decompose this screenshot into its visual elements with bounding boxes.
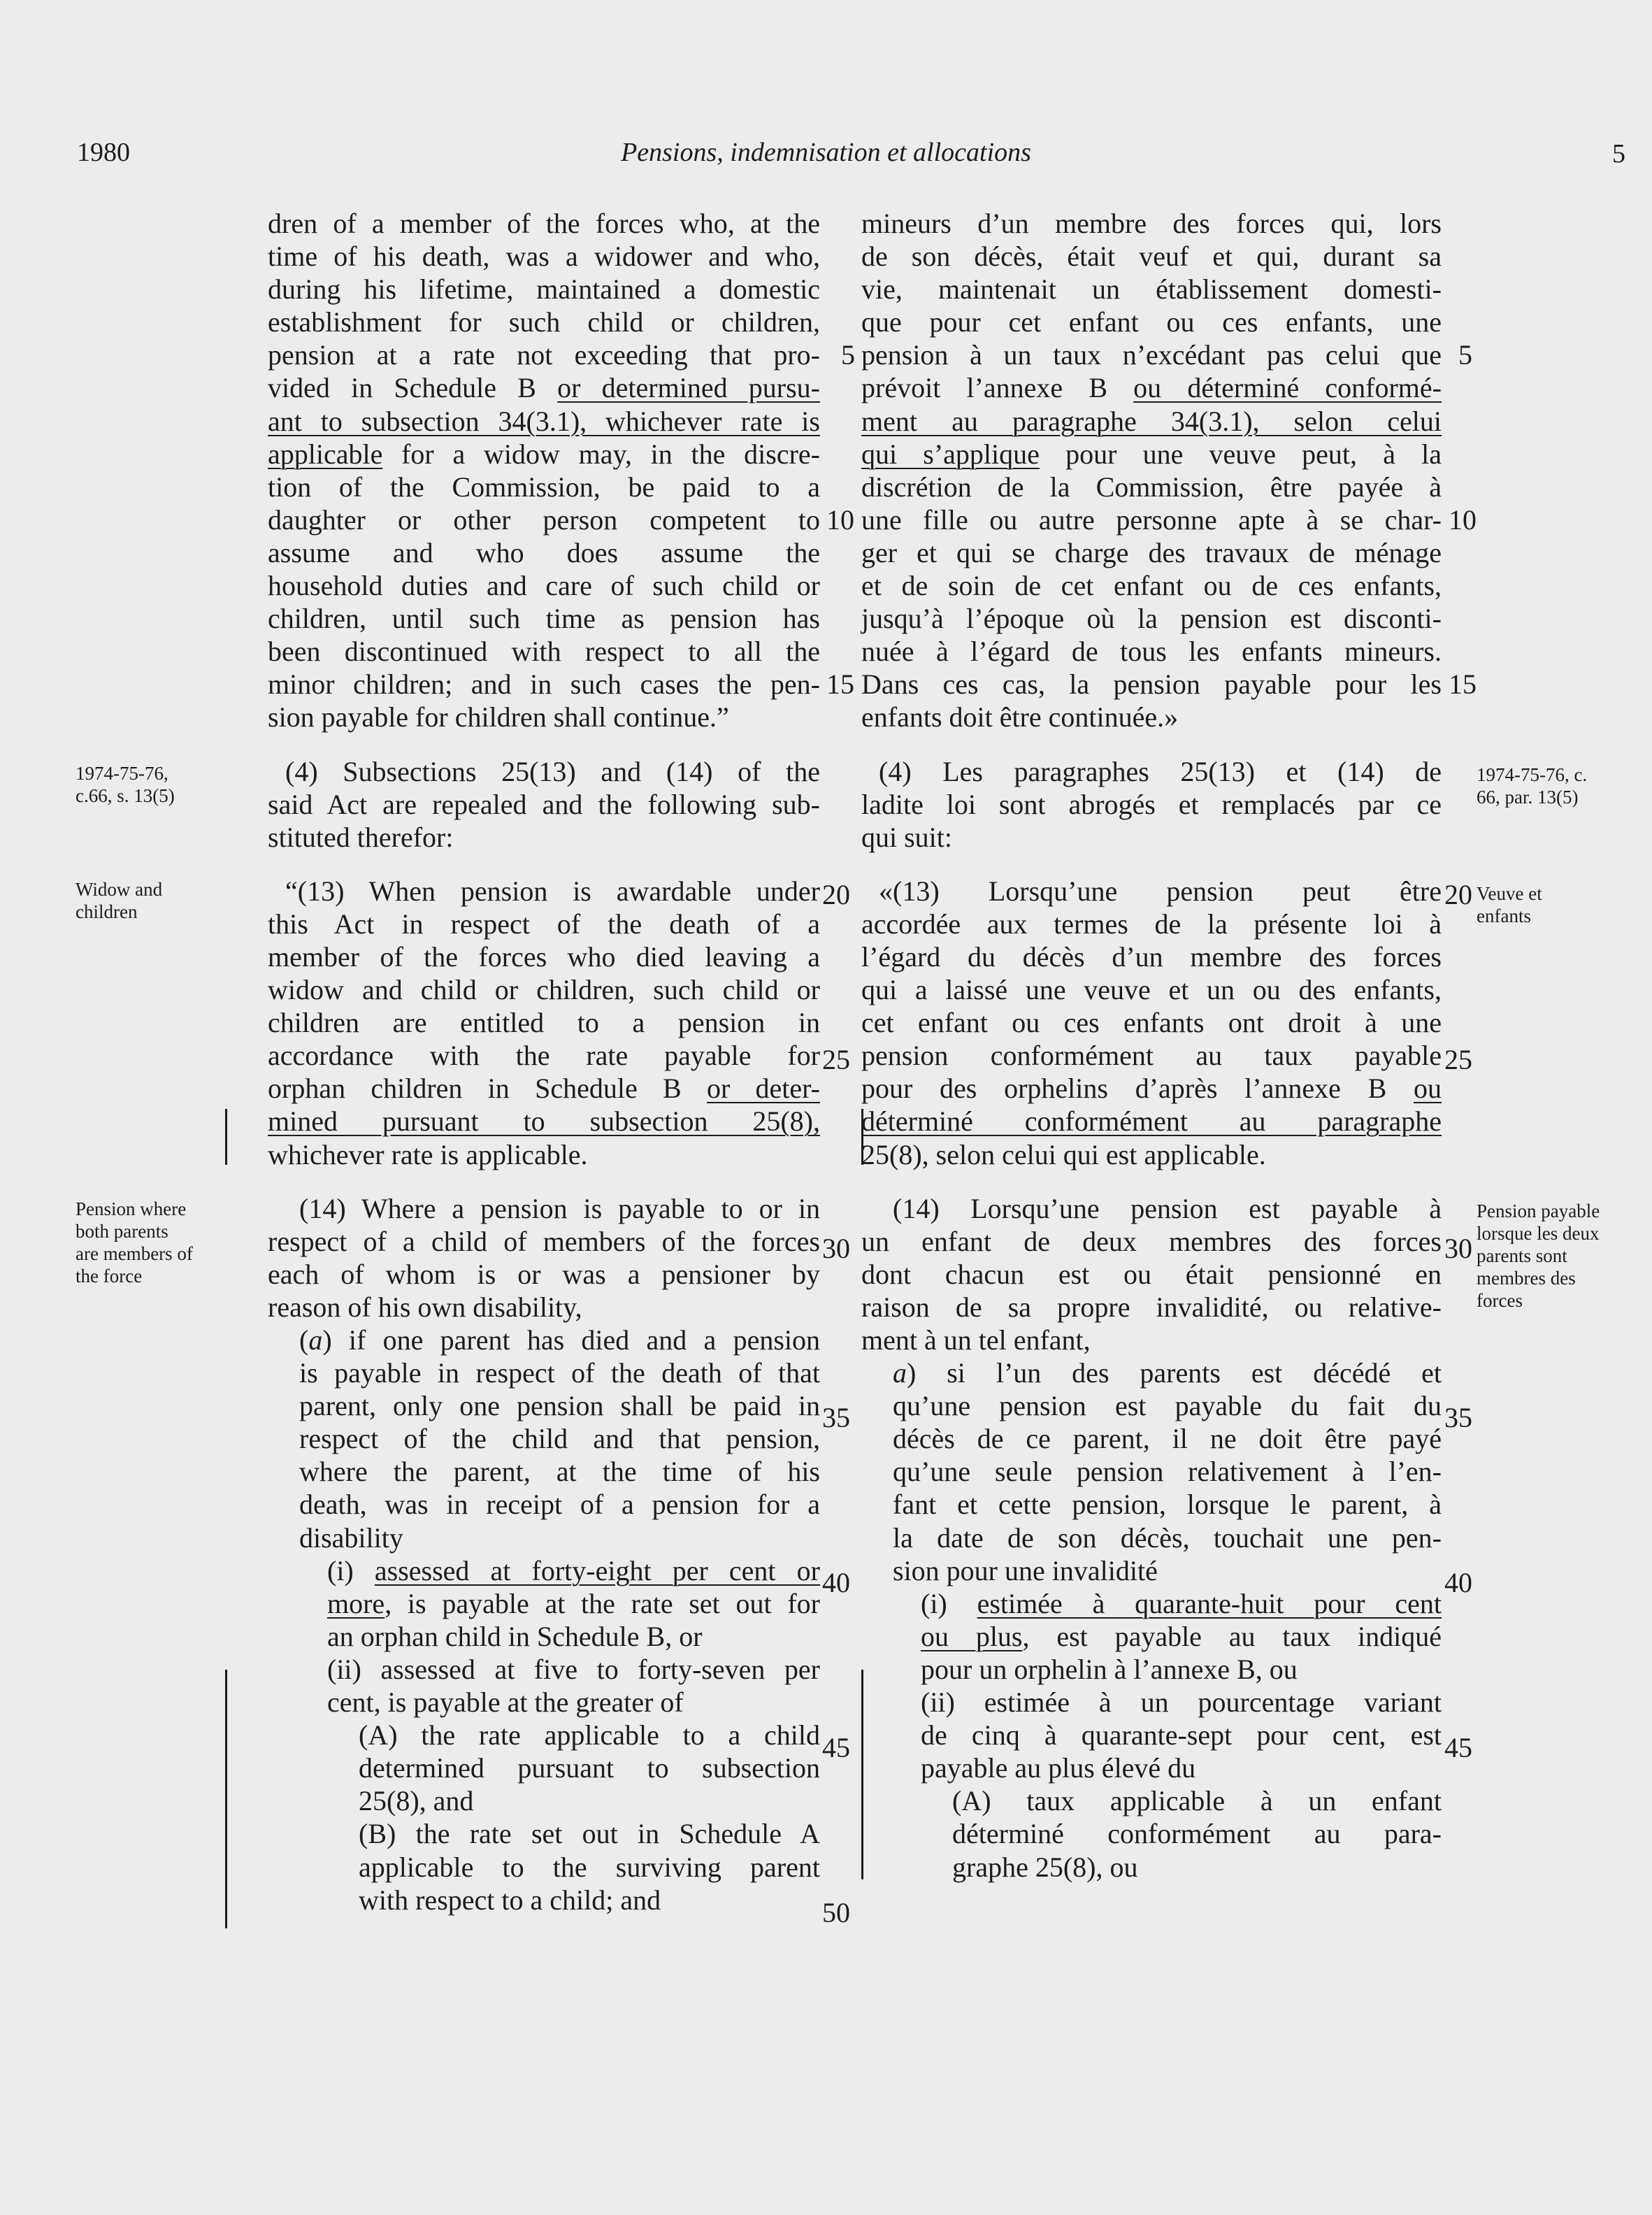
text-span: (i) xyxy=(921,1587,977,1619)
amended-text: ou déterminé conformé- xyxy=(1133,372,1442,404)
text-line: une fille ou autre personne apte à se char- xyxy=(861,503,1442,536)
text-line: with respect to a child; and xyxy=(359,1884,661,1916)
line-number-40-en: 40 xyxy=(822,1567,850,1598)
text-line xyxy=(268,1554,820,1587)
text-line: respect of a child of members of the forces xyxy=(268,1225,820,1257)
text-line: (14) Where a pension is payable to or in xyxy=(299,1192,820,1224)
amended-text: applicable xyxy=(268,438,383,470)
line-number-35-en: 35 xyxy=(822,1402,850,1433)
text-line: children, until such time as pension has xyxy=(268,603,820,635)
text-span: vided in Schedule B xyxy=(268,372,558,404)
text-line: determined pursuant to subsection xyxy=(359,1752,820,1784)
line-number-5-en: 5 xyxy=(841,339,855,371)
text-span: ) if one parent has died and a pension xyxy=(322,1324,820,1356)
amended-text: ou xyxy=(1414,1073,1442,1105)
text-line: (4) Les paragraphes 25(13) et (14) de xyxy=(879,755,1442,787)
text-line: pension à un taux n’excédant pas celui que xyxy=(861,339,1442,371)
change-bar xyxy=(225,1109,227,1165)
line-number-20-fr: 20 xyxy=(1444,879,1472,910)
text-line: (A) taux applicable à un enfant xyxy=(952,1785,1442,1817)
text-line: this Act in respect of the death of a xyxy=(268,908,820,940)
text-line: mineurs d’un membre des forces qui, lors xyxy=(861,208,1442,239)
text-line: parent, only one pension shall be paid in xyxy=(299,1390,820,1422)
text-line xyxy=(861,1587,1442,1620)
margin-note-deux-parents: Pension payable lorsque les deux parents sont membres des forces xyxy=(1477,1200,1600,1311)
text-line: tion of the Commission, be paid to a xyxy=(268,471,820,503)
text-line xyxy=(268,1587,820,1620)
margin-note-both-parents: Pension where both parents are members of the force xyxy=(76,1198,193,1286)
amended-text: ou plus xyxy=(921,1620,1023,1652)
line-number-40-fr: 40 xyxy=(1444,1567,1472,1598)
amended-text: qui s’applique xyxy=(861,438,1040,470)
text-line: been discontinued with respect to all the xyxy=(268,636,820,668)
text-line: respect of the child and that pension, xyxy=(299,1423,820,1455)
text-line: enfants doit être continuée.» xyxy=(861,701,1179,733)
text-line: (14) Lorsqu’une pension est payable à xyxy=(893,1192,1442,1224)
text-line: pension conformément au taux payable xyxy=(861,1040,1442,1072)
line-number-50-en: 50 xyxy=(822,1897,850,1928)
text-line: household duties and care of such child or xyxy=(268,570,820,602)
line-number-45-en: 45 xyxy=(822,1732,850,1763)
text-line: where the parent, at the time of his xyxy=(299,1456,820,1488)
text-line: sion payable for children shall continue.” xyxy=(268,701,729,733)
line-number-15-en: 15 xyxy=(826,668,854,700)
text-span: orphan children in Schedule B xyxy=(268,1073,707,1105)
text-span: prévoit l’annexe B xyxy=(861,372,1134,404)
text-line: pension at a rate not exceeding that pro- xyxy=(268,339,820,371)
text-line: discrétion de la Commission, être payée à xyxy=(861,471,1442,503)
text-line: (A) the rate applicable to a child xyxy=(359,1719,820,1751)
text-line xyxy=(861,1356,1442,1389)
text-line: de son décès, était veuf et qui, durant sa xyxy=(861,241,1442,273)
line-number-15-fr: 15 xyxy=(1449,668,1477,700)
text-line xyxy=(861,1620,1442,1653)
text-line: time of his death, was a widower and who, xyxy=(268,241,820,273)
text-line: qu’une seule pension relativement à l’en- xyxy=(893,1456,1442,1488)
line-number-35-fr: 35 xyxy=(1444,1402,1472,1433)
text-line: un enfant de deux membres des forces xyxy=(861,1225,1442,1257)
amended-text: ant to subsection 34(3.1), whichever rate is xyxy=(268,405,820,437)
header-title: Pensions, indemnisation et allocations xyxy=(621,138,1031,167)
text-span: a xyxy=(308,1324,323,1356)
text-line: qu’une pension est payable du fait du xyxy=(893,1390,1442,1422)
text-line: minor children; and in such cases the pen- xyxy=(268,668,820,701)
text-span: , est payable au taux indiqué xyxy=(1022,1620,1442,1652)
text-line: reason of his own disability, xyxy=(268,1291,582,1323)
line-number-30-en: 30 xyxy=(822,1233,850,1264)
line-number-45-fr: 45 xyxy=(1444,1732,1472,1763)
text-line: accordée aux termes de la présente loi à xyxy=(861,908,1442,940)
text-span: for a widow may, in the discre- xyxy=(382,438,820,470)
text-line xyxy=(861,1072,1442,1105)
text-line xyxy=(861,438,1442,471)
margin-note-citation-en: 1974-75-76, c.66, s. 13(5) xyxy=(76,763,175,806)
amended-text: déterminé conformément au paragraphe xyxy=(861,1105,1442,1138)
text-line xyxy=(861,371,1442,404)
text-line: pour un orphelin à l’annexe B, ou xyxy=(921,1653,1298,1685)
text-line: cet enfant ou ces enfants ont droit à une xyxy=(861,1007,1442,1039)
english-column xyxy=(268,207,820,1916)
text-line: (ii) estimée à un pourcentage variant xyxy=(921,1686,1442,1719)
line-number-5-fr: 5 xyxy=(1458,339,1472,371)
text-line: widow and child or children, such child or xyxy=(268,974,820,1006)
text-line: is payable in respect of the death of that xyxy=(299,1357,820,1389)
text-span: pour une veuve peut, à la xyxy=(1039,438,1442,470)
text-line: ment à un tel enfant, xyxy=(861,1324,1091,1356)
text-line: ger et qui se charge des travaux de ménage xyxy=(861,536,1442,568)
text-line: qui a laissé une veuve et un ou des enfants, xyxy=(861,974,1442,1006)
header-year: 1980 xyxy=(77,138,130,167)
text-span: , is payable at the rate set out for xyxy=(385,1587,820,1619)
text-span: pour des orphelins d’après l’annexe B xyxy=(861,1073,1414,1105)
text-line: ladite loi sont abrogés et remplacés par ce xyxy=(861,788,1442,820)
line-number-20-en: 20 xyxy=(822,879,850,910)
text-line: disability xyxy=(299,1521,403,1554)
line-number-25-fr: 25 xyxy=(1444,1044,1472,1075)
amended-text: or deter- xyxy=(706,1073,820,1105)
margin-note-widow-children: Widow and children xyxy=(76,879,163,922)
text-line: stituted therefor: xyxy=(268,821,454,853)
text-line: sion pour une invalidité xyxy=(893,1554,1158,1586)
text-line: «(13) Lorsqu’une pension peut être xyxy=(879,875,1442,907)
text-line: “(13) When pension is awardable under xyxy=(285,875,820,907)
line-number-10-fr: 10 xyxy=(1449,504,1477,536)
text-line: cent, is payable at the greater of xyxy=(327,1686,684,1719)
amended-text: more xyxy=(327,1587,385,1619)
text-span: (i) xyxy=(327,1554,375,1586)
text-line: et de soin de cet enfant ou de ces enfants, xyxy=(861,570,1442,602)
text-line: whichever rate is applicable. xyxy=(268,1138,588,1170)
text-line: accordance with the rate payable for xyxy=(268,1040,820,1072)
text-line: l’égard du décès d’un membre des forces xyxy=(861,940,1442,973)
text-line: an orphan child in Schedule B, or xyxy=(327,1620,703,1652)
text-line: Dans ces cas, la pension payable pour les xyxy=(861,668,1442,701)
text-line: dont chacun est ou était pensionné en xyxy=(861,1258,1442,1290)
amended-text: ment au paragraphe 34(3.1), selon celui xyxy=(861,405,1442,437)
text-line: 25(8), and xyxy=(359,1785,474,1817)
text-line: nuée à l’égard de tous les enfants mineurs. xyxy=(861,636,1442,668)
line-number-25-en: 25 xyxy=(822,1044,850,1075)
text-line: graphe 25(8), ou xyxy=(952,1851,1138,1883)
text-line: vie, maintenait un établissement domesti- xyxy=(861,273,1442,306)
text-line: raison de sa propre invalidité, ou relative- xyxy=(861,1291,1442,1323)
text-span: ) si l’un des parents est décédé et xyxy=(907,1357,1442,1389)
text-line: que pour cet enfant ou ces enfants, une xyxy=(861,306,1442,338)
text-line: children are entitled to a pension in xyxy=(268,1007,820,1039)
french-column xyxy=(861,207,1442,1884)
text-line: la date de son décès, touchait une pen- xyxy=(893,1521,1442,1554)
text-line: jusqu’à l’époque où la pension est disconti- xyxy=(861,603,1442,635)
text-line: said Act are repealed and the following sub- xyxy=(268,788,820,820)
text-line xyxy=(268,1324,820,1356)
text-span: a xyxy=(893,1357,907,1389)
amended-text: or determined pursu- xyxy=(557,372,820,404)
text-line xyxy=(268,438,820,471)
line-number-30-fr: 30 xyxy=(1444,1233,1472,1264)
page-number: 5 xyxy=(1612,139,1625,169)
text-line: fant et cette pension, lorsque le parent, à xyxy=(893,1489,1442,1521)
text-line: déterminé conformément au para- xyxy=(952,1818,1442,1850)
text-line: during his lifetime, maintained a domestic xyxy=(268,273,820,306)
text-line: applicable to the surviving parent xyxy=(359,1851,820,1883)
text-line xyxy=(268,1072,820,1105)
line-number-10-en: 10 xyxy=(826,504,854,536)
text-line: (ii) assessed at five to forty-seven per xyxy=(327,1653,820,1685)
change-bar xyxy=(225,1670,227,1928)
text-line: décès de ce parent, il ne doit être payé xyxy=(893,1423,1442,1455)
text-line: (4) Subsections 25(13) and (14) of the xyxy=(285,755,820,787)
text-line: 25(8), selon celui qui est applicable. xyxy=(861,1138,1266,1170)
text-span: ( xyxy=(299,1324,309,1356)
text-line: daughter or other person competent to xyxy=(268,503,820,536)
text-line: assume and who does assume the xyxy=(268,536,820,568)
text-line: member of the forces who died leaving a xyxy=(268,940,820,973)
text-line: death, was in receipt of a pension for a xyxy=(299,1489,820,1521)
text-line: establishment for such child or children, xyxy=(268,306,820,338)
text-line: each of whom is or was a pensioner by xyxy=(268,1258,820,1290)
text-line: payable au plus élevé du xyxy=(921,1752,1196,1784)
text-line xyxy=(268,371,820,404)
amended-text: assessed at forty-eight per cent or xyxy=(374,1554,820,1586)
margin-note-citation-fr: 1974-75-76, c. 66, par. 13(5) xyxy=(1477,764,1588,808)
text-line: qui suit: xyxy=(861,821,953,853)
amended-text: mined pursuant to subsection 25(8), xyxy=(268,1105,820,1138)
text-line: (B) the rate set out in Schedule A xyxy=(359,1818,820,1850)
amended-text: estimée à quarante-huit pour cent xyxy=(977,1587,1442,1619)
text-line: de cinq à quarante-sept pour cent, est xyxy=(921,1719,1442,1751)
margin-note-veuve-enfants: Veuve et enfants xyxy=(1477,883,1542,926)
text-line: dren of a member of the forces who, at the xyxy=(268,208,820,239)
